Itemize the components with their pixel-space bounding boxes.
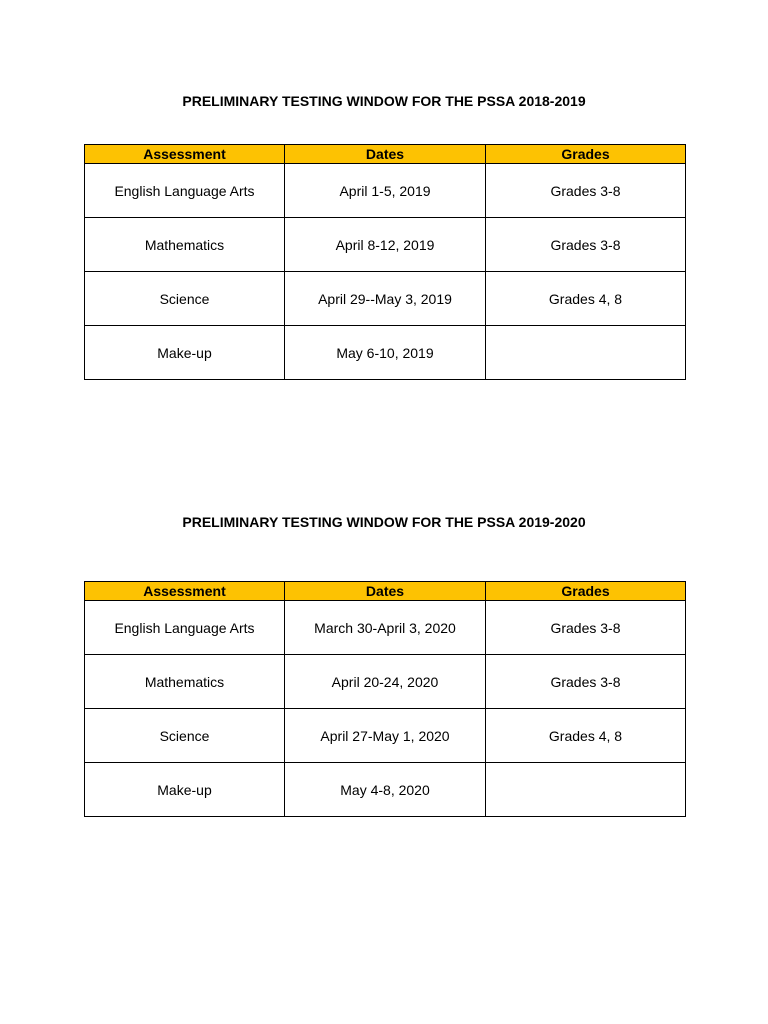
header-dates: Dates — [285, 582, 486, 601]
cell-dates: April 27-May 1, 2020 — [285, 709, 486, 763]
cell-assessment: Make-up — [85, 763, 285, 817]
table-header-row — [85, 582, 686, 601]
cell-assessment: Mathematics — [85, 655, 285, 709]
header-dates: Dates — [285, 145, 486, 164]
table-row — [85, 326, 686, 380]
table-row — [85, 763, 686, 817]
testing-window-table-2019-2020 — [84, 581, 686, 817]
cell-grades: Grades 3-8 — [486, 164, 686, 218]
cell-dates: May 6-10, 2019 — [285, 326, 486, 380]
table-row — [85, 218, 686, 272]
cell-assessment: Science — [85, 272, 285, 326]
table-row — [85, 272, 686, 326]
header-assessment: Assessment — [85, 145, 285, 164]
cell-grades: Grades 3-8 — [486, 655, 686, 709]
cell-dates: April 8-12, 2019 — [285, 218, 486, 272]
header-grades: Grades — [486, 145, 686, 164]
cell-dates: March 30-April 3, 2020 — [285, 601, 486, 655]
section-title-2018-2019: PRELIMINARY TESTING WINDOW FOR THE PSSA 2018-2019 — [182, 93, 586, 109]
table-row — [85, 709, 686, 763]
testing-window-table-2018-2019 — [84, 144, 686, 380]
cell-dates: April 1-5, 2019 — [285, 164, 486, 218]
cell-assessment: Make-up — [85, 326, 285, 380]
table-row — [85, 164, 686, 218]
cell-dates: May 4-8, 2020 — [285, 763, 486, 817]
table-row — [85, 601, 686, 655]
cell-assessment: Mathematics — [85, 218, 285, 272]
cell-dates: April 29--May 3, 2019 — [285, 272, 486, 326]
section-title-2019-2020: PRELIMINARY TESTING WINDOW FOR THE PSSA 2019-2020 — [182, 514, 586, 530]
cell-grades: Grades 3-8 — [486, 601, 686, 655]
cell-grades: Grades 3-8 — [486, 218, 686, 272]
cell-grades — [486, 326, 686, 380]
cell-assessment: Science — [85, 709, 285, 763]
cell-dates: April 20-24, 2020 — [285, 655, 486, 709]
header-grades: Grades — [486, 582, 686, 601]
cell-grades: Grades 4, 8 — [486, 272, 686, 326]
cell-grades — [486, 763, 686, 817]
table-row — [85, 655, 686, 709]
cell-grades: Grades 4, 8 — [486, 709, 686, 763]
cell-assessment: English Language Arts — [85, 164, 285, 218]
table-header-row — [85, 145, 686, 164]
header-assessment: Assessment — [85, 582, 285, 601]
cell-assessment: English Language Arts — [85, 601, 285, 655]
